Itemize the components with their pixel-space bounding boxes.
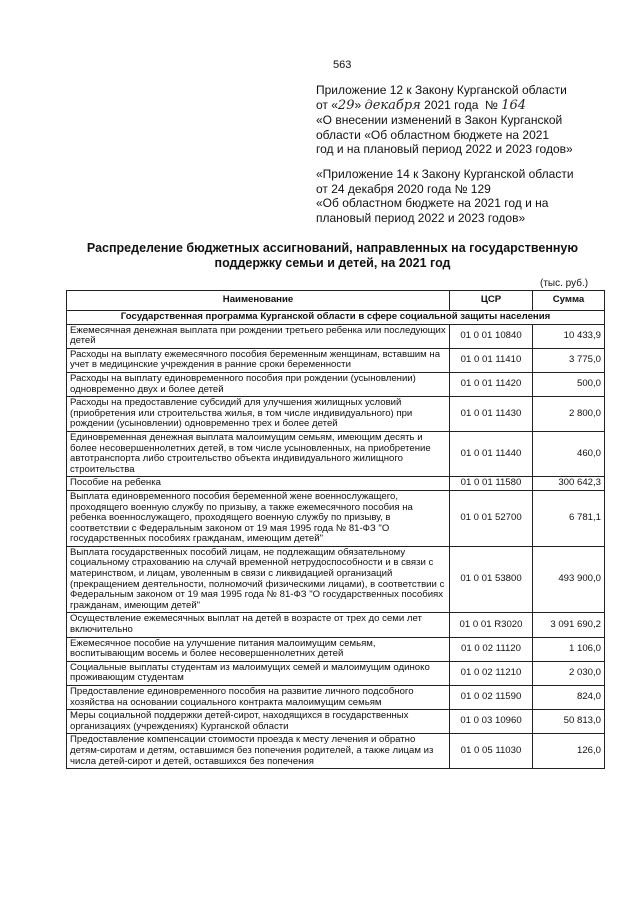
appendix-12-line3: «О внесении изменений в Закон Курганской [316, 113, 563, 127]
handwritten-day: 29 [337, 97, 355, 113]
row-code: 01 0 01 11420 [450, 372, 533, 396]
header-code: ЦСР [450, 291, 533, 311]
appendix-14-line4: плановый период 2022 и 2023 годов» [316, 210, 526, 225]
table-row [67, 661, 605, 685]
table-row [67, 490, 605, 546]
table-row [67, 613, 605, 637]
table-header-row [67, 291, 605, 311]
table-row [67, 637, 605, 661]
row-name: Расходы на выплату ежемесячного пособия беременным женщинам, вставшим на учет в медицинские учреждения в ранние сроки беременности [67, 348, 450, 372]
row-code: 01 0 02 11210 [450, 661, 533, 685]
table-row [67, 710, 605, 734]
page-number: 563 [333, 59, 352, 71]
row-sum: 126,0 [533, 734, 605, 769]
row-name: Предоставление компенсации стоимости проезда к месту лечения и обратно детям-сиротам и детям, оставшимся без попечения родителей, а также лицам из числа детей-сирот и детей, оставшихся без попечения [67, 734, 450, 769]
row-code: 01 0 03 10960 [450, 710, 533, 734]
table-row [67, 686, 605, 710]
header-name: Наименование [67, 291, 450, 311]
row-name: Меры социальной поддержки детей-сирот, находящихся в государственных организациях (учреждениях) Курганской области [67, 710, 450, 734]
handwritten-month: декабря [364, 97, 421, 113]
row-name: Ежемесячная денежная выплата при рождении третьего ребенка или последующих детей [67, 324, 450, 348]
row-name: Выплата государственных пособий лицам, не подлежащим обязательному социальному страхованию на случай временной нетрудоспособности и в связи с материнством, и лицам, уволенным в связи с ликвидацией организаций (прекращением деятельности, полномочий физическими лицами), в соответствии с Федеральным законом от 19 мая 1995 года № 81-ФЗ "О государственных пособиях гражданам, имеющим детей" [67, 546, 450, 613]
row-sum: 1 106,0 [533, 637, 605, 661]
row-sum: 493 900,0 [533, 546, 605, 613]
row-name: Выплата единовременного пособия беременной жене военнослужащего, проходящего военную службу по призыву, а также ежемесячного пособия на ребенка военнослужащего, проходящего военную службу по призыву, в соответствии с Федеральным законом от 19 мая 1995 года № 81-ФЗ "О государственных пособиях гражданам, имеющим детей" [67, 490, 450, 546]
units-label: (тыс. руб.) [540, 278, 589, 289]
row-code: 01 0 01 11430 [450, 397, 533, 432]
row-name: Социальные выплаты студентам из малоимущих семей и малоимущим одиноко проживающим студентам [67, 661, 450, 685]
table-row [67, 324, 605, 348]
row-code: 01 0 01 53800 [450, 546, 533, 613]
row-code: 01 0 01 11410 [450, 348, 533, 372]
table-row [67, 431, 605, 476]
row-name: Единовременная денежная выплата малоимущим семьям, имеющим десять и более несовершеннолетних детей, в том числе усыновленных, на приобретение автотранспорта либо строительство объекта индивидуального жилищного строительства [67, 431, 450, 476]
row-sum: 3 775,0 [533, 348, 605, 372]
appendix-12-line5: год и на плановый период 2022 и 2023 годов» [316, 142, 573, 156]
row-name: Осуществление ежемесячных выплат на детей в возрасте от трех до семи лет включительно [67, 613, 450, 637]
appendix-14-line1: «Приложение 14 к Закону Курганской области [316, 167, 574, 181]
row-name: Предоставление единовременного пособия на развитие личного подсобного хозяйства на основании социального контракта малоимущим семьям [67, 686, 450, 710]
row-code: 01 0 01 10840 [450, 324, 533, 348]
appendix-14-line3: «Об областном бюджете на 2021 год и на [316, 196, 549, 210]
section-title: Государственная программа Курганской области в сфере социальной защиты населения [67, 311, 605, 325]
table-row [67, 546, 605, 613]
row-name: Ежемесячное пособие на улучшение питания малоимущим семьям, воспитывающим восемь и более несовершеннолетних детей [67, 637, 450, 661]
date-prefix: от [316, 97, 328, 112]
row-code: 01 0 01 11440 [450, 431, 533, 476]
appendix-14-header [316, 167, 616, 225]
appendix-14-line2: от 24 декабря 2020 года № 129 [316, 181, 491, 196]
table-row [67, 397, 605, 432]
header-sum: Сумма [533, 291, 605, 311]
section-row [67, 311, 605, 325]
row-name: Расходы на выплату единовременного пособия при рождении (усыновлении) одновременно двух и более детей [67, 372, 450, 396]
budget-table [66, 290, 605, 769]
row-sum: 300 642,3 [533, 477, 605, 491]
row-sum: 50 813,0 [533, 710, 605, 734]
row-code: 01 0 01 R3020 [450, 613, 533, 637]
table-row [67, 734, 605, 769]
row-sum: 2 030,0 [533, 661, 605, 685]
row-code: 01 0 02 11120 [450, 637, 533, 661]
table-row [67, 348, 605, 372]
row-sum: 824,0 [533, 686, 605, 710]
row-code: 01 0 01 52700 [450, 490, 533, 546]
number-sign: № [485, 97, 498, 112]
row-sum: 6 781,1 [533, 490, 605, 546]
row-code: 01 0 05 11030 [450, 734, 533, 769]
row-name: Расходы на предоставление субсидий для улучшения жилищных условий (приобретения или строительства жилья, в том числе индивидуального) при рождении (усыновлении) одновременно трех и более детей [67, 397, 450, 432]
row-sum: 3 091 690,2 [533, 613, 605, 637]
year-text: 2021 года [424, 97, 479, 112]
row-sum: 460,0 [533, 431, 605, 476]
table-row [67, 372, 605, 396]
row-sum: 500,0 [533, 372, 605, 396]
appendix-12-line1: Приложение 12 к Закону Курганской области [316, 83, 567, 97]
appendix-12-line4: области «Об областном бюджете на 2021 [316, 127, 550, 142]
row-code: 01 0 01 11580 [450, 477, 533, 491]
appendix-12-date-line: от «29» декабря 2021 года № 164 [316, 97, 527, 113]
handwritten-number: 164 [501, 97, 527, 113]
appendix-12-header [316, 83, 616, 157]
row-code: 01 0 02 11590 [450, 686, 533, 710]
row-sum: 2 800,0 [533, 397, 605, 432]
row-sum: 10 433,9 [533, 324, 605, 348]
row-name: Пособие на ребенка [67, 477, 450, 491]
document-title: Распределение бюджетных ассигнований, направленных на государственную поддержку семьи и детей, на 2021 год [86, 241, 579, 270]
table-row [67, 477, 605, 491]
